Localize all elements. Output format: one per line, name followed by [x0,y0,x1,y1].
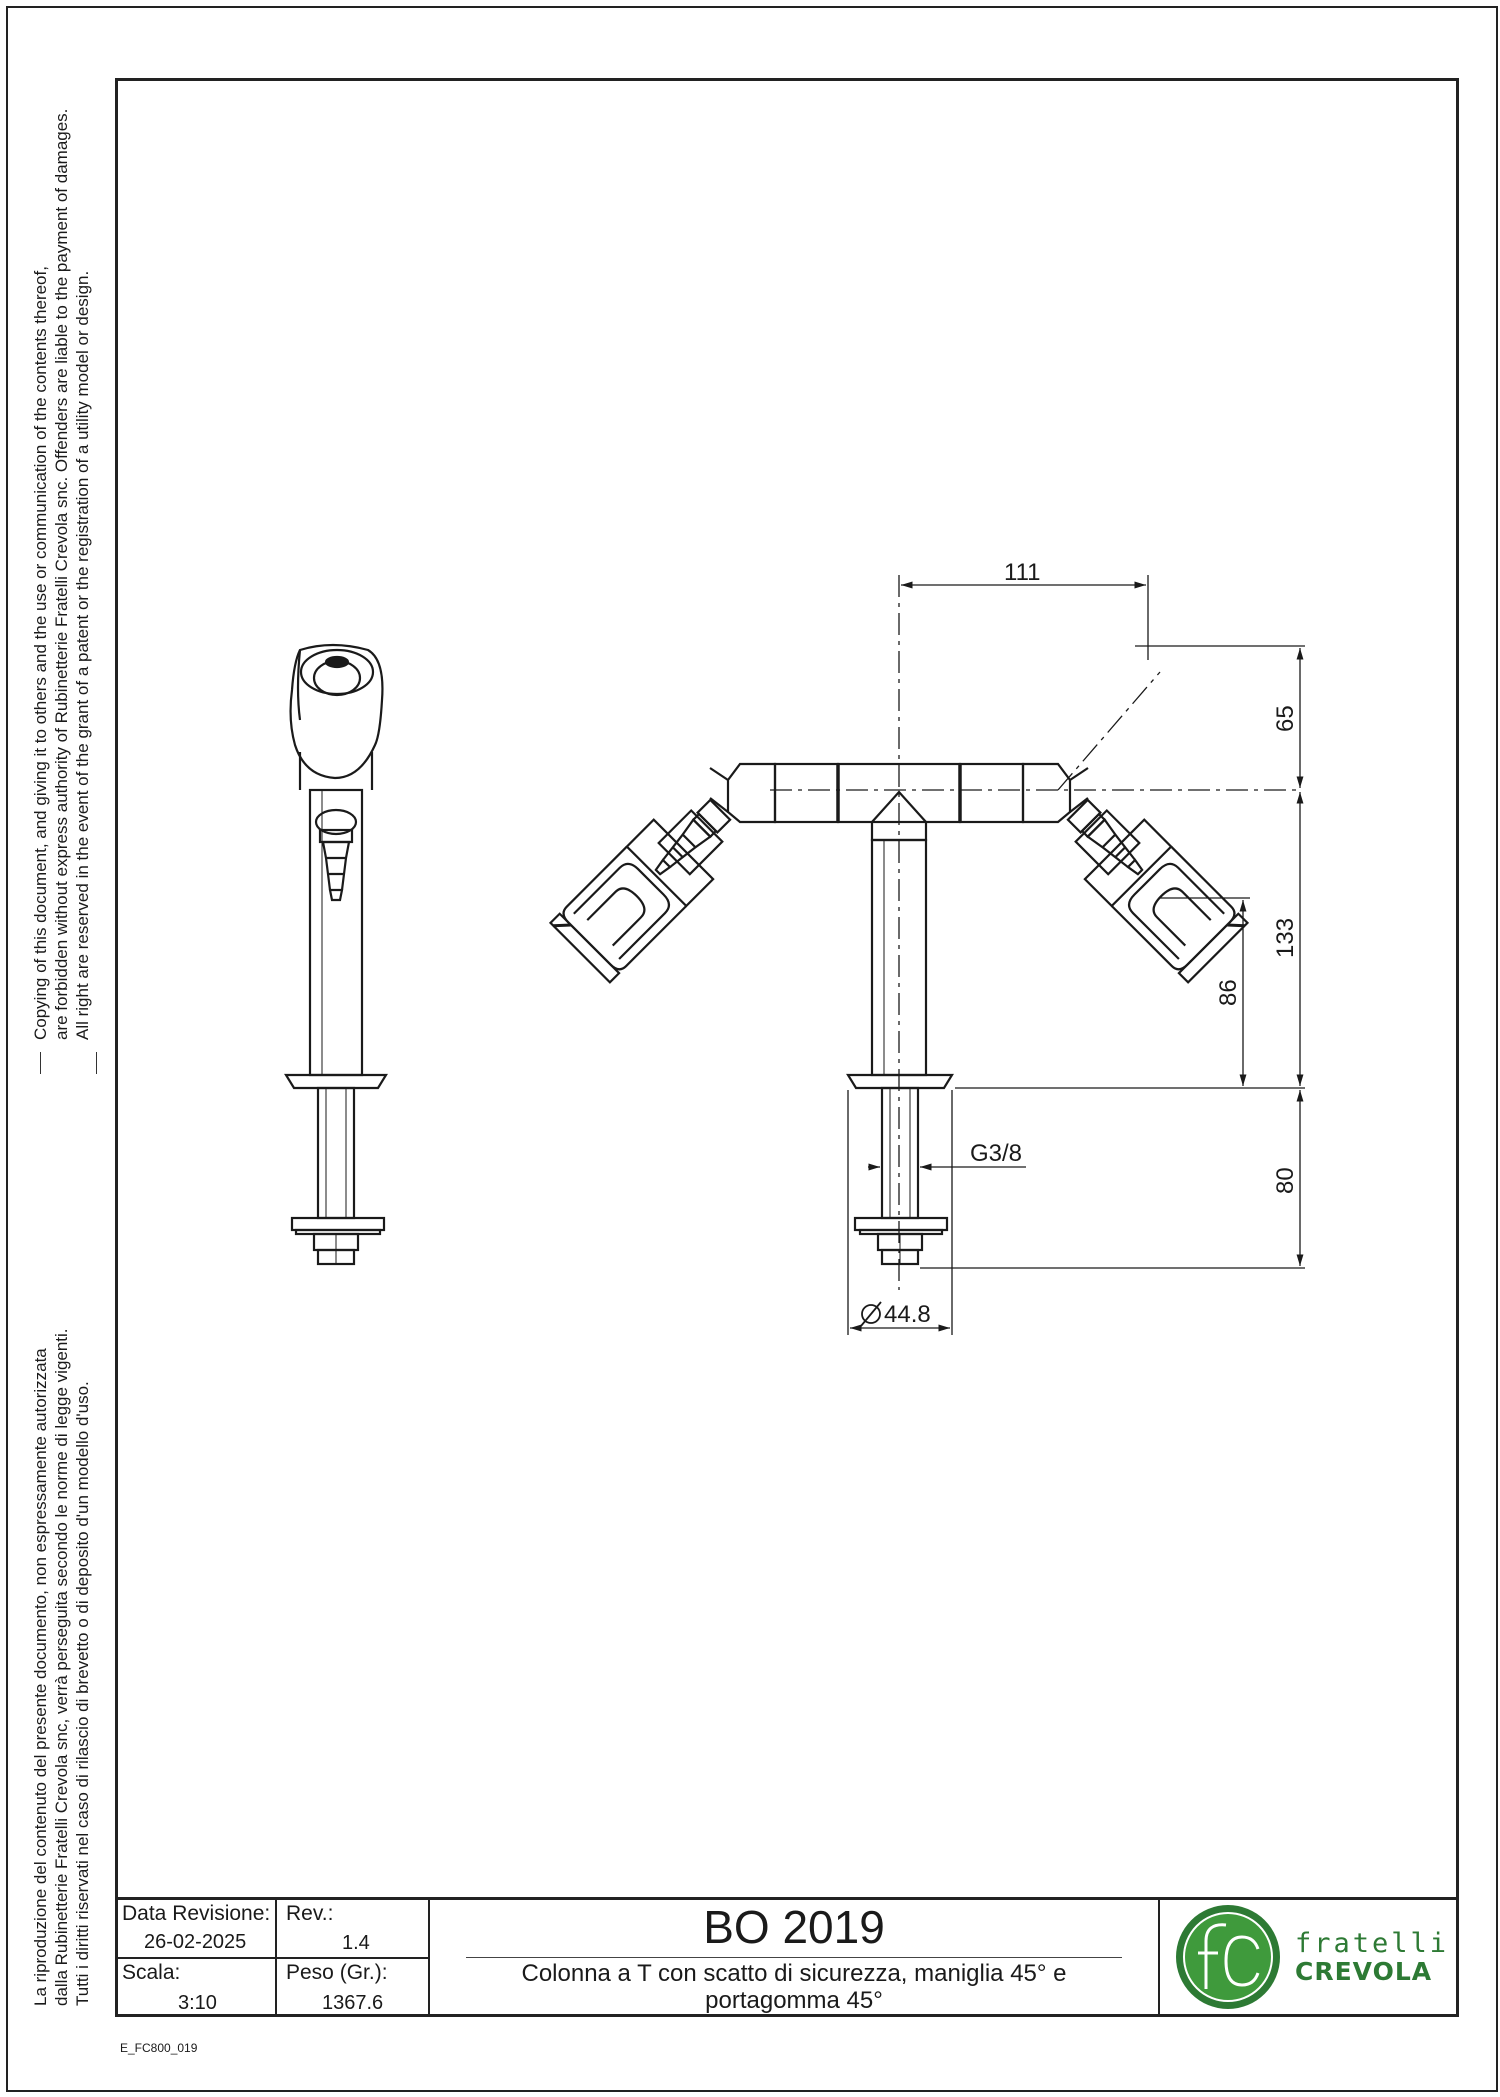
copyright-en-line: Copying of this document, and giving it to others and the use or communication of the contents thereof, [31,266,50,1040]
peso-value: 1367.6 [322,1992,384,2014]
right-valve [1023,764,1248,982]
data-revisione-value: 26-02-2025 [144,1931,247,1953]
t-body-left [775,764,838,822]
title-block-divider [466,1957,1122,1958]
peso-label: Peso (Gr.): [286,1961,388,1984]
dim-111: 111 [1004,559,1041,586]
logo-text-fratelli: fratelli [1295,1928,1450,1959]
scala-label: Scala: [122,1961,181,1984]
side-flange [286,1075,386,1088]
diameter-symbol [861,1302,881,1326]
file-code: E_FC800_019 [120,2041,198,2055]
company-logo-mark [1172,1903,1290,2011]
data-revisione-label: Data Revisione: [122,1902,271,1925]
dim-diameter: 44.8 [884,1301,931,1328]
dimension-lines [848,575,1305,1335]
front-washer [855,1218,947,1230]
side-washer [292,1218,384,1230]
copyright-it-line: dalla Rubinetterie Fratelli Crevola snc, verrà perseguita secondo le norme di legge vigenti. [52,1328,71,2006]
copyright-it-line: Tutti i diritti riservati nel caso di rilascio di brevetto o di deposito d'un modello d'uso. [73,1381,92,2006]
product-description-line1: Colonna a T con scatto di sicurezza, maniglia 45° e [521,1960,1067,1987]
front-flange [848,1075,952,1088]
dim-65: 65 [1272,705,1299,732]
copyright-it-line: La riproduzione del contenuto del presente documento, non espressamente autorizzata [31,1348,50,2006]
dim-133: 133 [1272,917,1299,958]
dim-86: 86 [1215,979,1242,1006]
dim-80: 80 [1272,1167,1299,1194]
t-body-right [960,764,1023,822]
logo-text-crevola: CREVOLA [1295,1957,1433,1986]
side-column [310,790,362,1075]
scala-value: 3:10 [178,1992,217,2014]
product-code: BO 2019 [703,1901,885,1953]
side-view [286,645,386,1264]
front-threaded-stud [882,1088,918,1218]
copyright-en-line: All right are reserved in the event of the grant of a patent or the registration of a utility model or design. [73,270,92,1040]
product-description-line2: portagomma 45° [705,1987,883,2014]
title-block-divider [1158,1897,1160,2017]
rev-label: Rev.: [286,1902,334,1925]
side-threaded-stud [318,1088,354,1218]
title-block-divider [115,1957,430,1959]
rev-value: 1.4 [342,1932,370,1954]
left-valve [550,764,775,982]
copyright-en-line: are forbidden without express authority of Rubinetterie Fratelli Crevola snc. Offenders are liable to the payment of damages. [52,108,71,1040]
dimension-labels [884,559,1299,1328]
dim-thread: G3/8 [970,1140,1023,1167]
